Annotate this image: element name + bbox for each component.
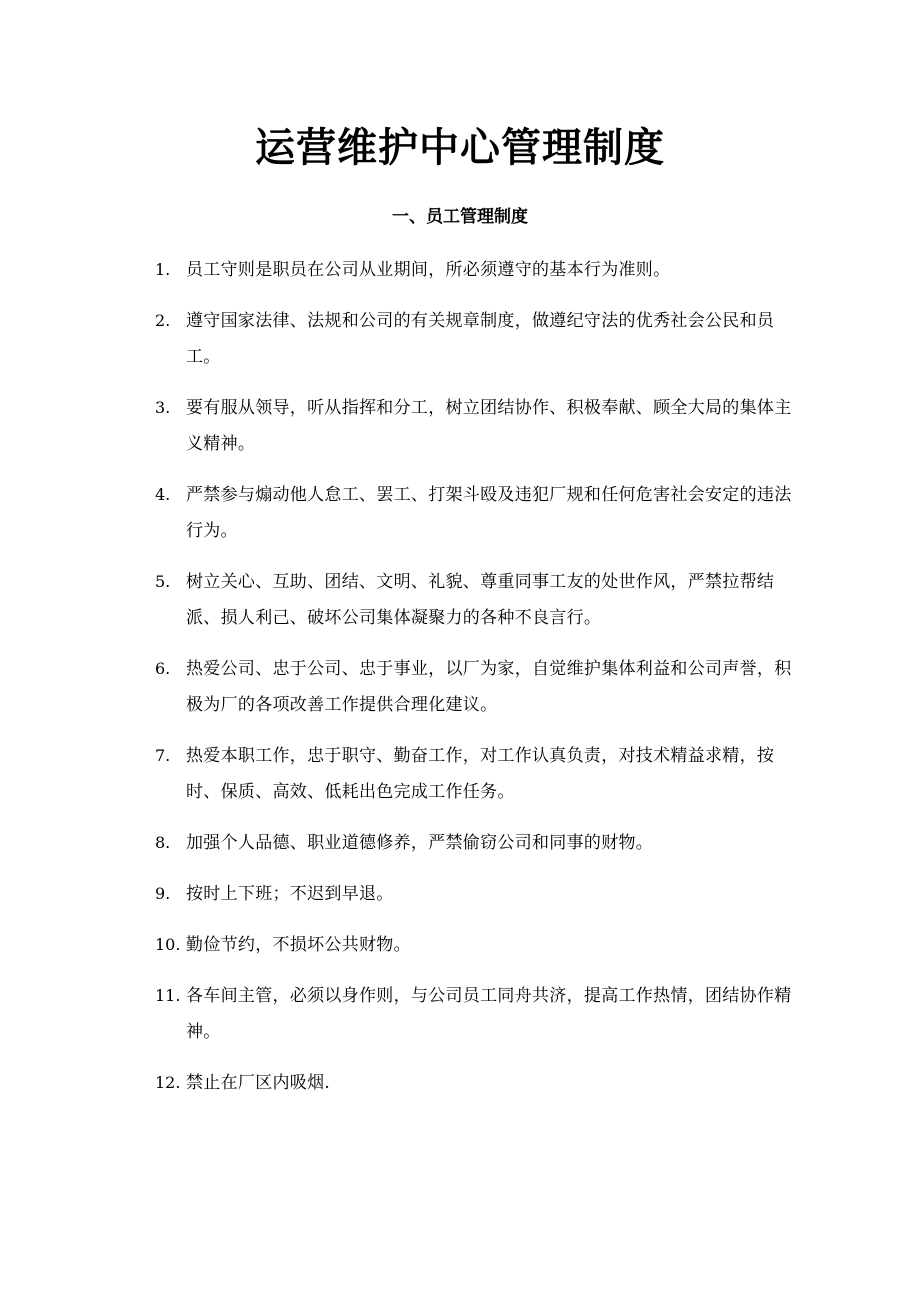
rule-text: 树立关心、互助、团结、文明、礼貌、尊重同事工友的处世作风，严禁拉帮结派、损人利己、破坏公司集体凝聚力的各种不良言行。 xyxy=(186,572,775,628)
rule-item xyxy=(155,1065,795,1101)
rule-number: 5. xyxy=(155,572,171,591)
rule-text: 员工守则是职员在公司从业期间，所必须遵守的基本行为准则。 xyxy=(186,260,671,280)
rule-item xyxy=(155,738,795,810)
rule-number: 7. xyxy=(155,746,171,765)
rule-item xyxy=(155,303,795,375)
rule-number: 2. xyxy=(155,311,171,330)
rule-item xyxy=(155,978,795,1050)
rule-item xyxy=(155,252,795,288)
rule-number: 6. xyxy=(155,659,171,678)
rule-number: 3. xyxy=(155,398,171,417)
rule-item xyxy=(155,390,795,462)
rule-number: 10. xyxy=(155,935,181,954)
rule-number: 11. xyxy=(155,986,181,1005)
rule-text: 加强个人品德、职业道德修养，严禁偷窃公司和同事的财物。 xyxy=(186,833,654,853)
rule-item xyxy=(155,825,795,861)
rule-text: 严禁参与煽动他人怠工、罢工、打架斗殴及违犯厂规和任何危害社会安定的违法行为。 xyxy=(186,485,792,541)
rule-item xyxy=(155,876,795,912)
rule-text: 要有服从领导，听从指挥和分工，树立团结协作、积极奉献、顾全大局的集体主义精神。 xyxy=(186,398,792,454)
rule-text: 按时上下班；不迟到早退。 xyxy=(186,884,394,904)
rule-number: 8. xyxy=(155,833,171,852)
rule-text: 禁止在厂区内吸烟. xyxy=(186,1073,331,1093)
rule-number: 4. xyxy=(155,485,171,504)
rule-item xyxy=(155,651,795,723)
rule-text: 勤俭节约，不损坏公共财物。 xyxy=(186,935,411,955)
rule-item xyxy=(155,564,795,636)
rule-list xyxy=(155,252,795,1116)
rule-number: 1. xyxy=(155,260,171,279)
rule-item xyxy=(155,927,795,963)
rule-text: 热爱本职工作，忠于职守、勤奋工作，对工作认真负责，对技术精益求精，按时、保质、高效、低耗出色完成工作任务。 xyxy=(186,746,775,802)
document-title: 运营维护中心管理制度 xyxy=(255,124,665,171)
rule-text: 热爱公司、忠于公司、忠于事业，以厂为家，自觉维护集体利益和公司声誉，积极为厂的各项改善工作提供合理化建议。 xyxy=(186,659,792,715)
rule-number: 12. xyxy=(155,1073,181,1092)
rule-item xyxy=(155,477,795,549)
rule-text: 各车间主管，必须以身作则，与公司员工同舟共济，提高工作热情，团结协作精神。 xyxy=(186,986,792,1042)
section-heading: 一、员工管理制度 xyxy=(392,207,528,227)
rule-text: 遵守国家法律、法规和公司的有关规章制度，做遵纪守法的优秀社会公民和员工。 xyxy=(186,311,775,367)
rule-number: 9. xyxy=(155,884,171,903)
